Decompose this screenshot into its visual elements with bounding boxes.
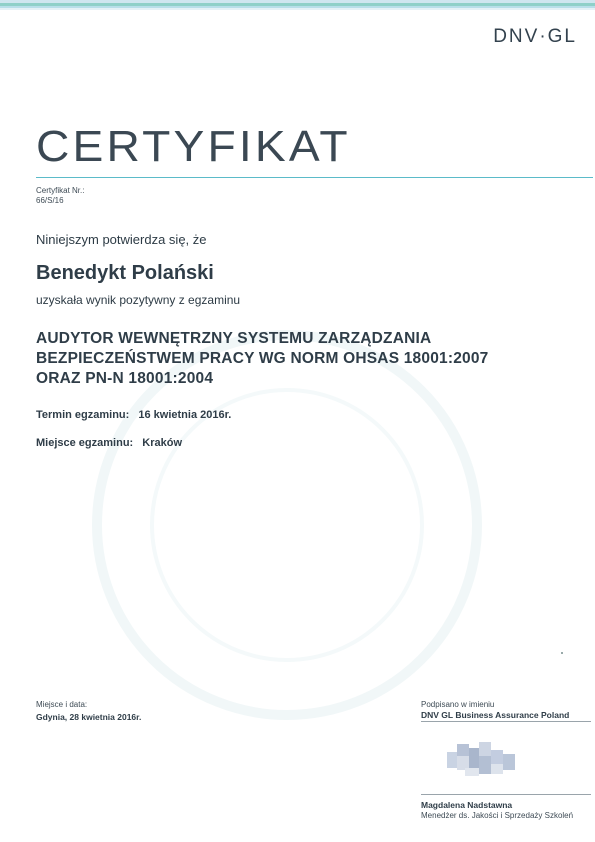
result-text: uzyskała wynik pozytywny z egzaminu <box>36 293 241 307</box>
intro-text: Niniejszym potwierdza się, że <box>36 232 207 247</box>
certificate-number-label: Certyfikat Nr.: <box>36 186 85 195</box>
certificate-title: CERTYFIKAT <box>36 122 351 171</box>
signatory-name: Magdalena Nadstawna <box>421 800 513 810</box>
course-title <box>36 329 576 389</box>
watermark-seal-inner <box>150 388 424 662</box>
recipient-name: Benedykt Polański <box>36 262 214 284</box>
top-decorative-stripe <box>0 0 595 12</box>
exam-place-row <box>36 437 182 449</box>
certificate-number: 66/S/16 <box>36 196 64 205</box>
stray-mark <box>561 652 563 654</box>
course-title-line: ORAZ PN-N 18001:2004 <box>36 370 214 387</box>
exam-place-label: Miejsce egzaminu: <box>36 437 134 449</box>
organization-underline <box>421 721 591 722</box>
exam-date-label: Termin egzaminu: <box>36 409 130 421</box>
exam-place-value: Kraków <box>142 437 183 449</box>
place-date-label: Miejsce i data: <box>36 700 88 709</box>
exam-date-row <box>36 409 231 421</box>
course-title-line: BEZPIECZEŃSTWEM PRACY WG NORM OHSAS 18001:2007 <box>36 350 489 367</box>
signing-organization: DNV GL Business Assurance Poland <box>421 710 570 720</box>
course-title-line: AUDYTOR WEWNĘTRZNY SYSTEMU ZARZĄDZANIA <box>36 330 432 347</box>
place-date-value: Gdynia, 28 kwietnia 2016r. <box>36 712 142 722</box>
blurred-signature <box>443 738 519 782</box>
signatory-role: Menedżer ds. Jakości i Sprzedaży Szkoleń <box>421 811 574 820</box>
signed-on-behalf-label: Podpisano w imieniu <box>421 700 495 709</box>
dnv-gl-logo: DNV·GL <box>493 26 577 47</box>
title-divider <box>36 177 593 178</box>
signature-line <box>421 794 591 795</box>
exam-date-value: 16 kwietnia 2016r. <box>138 409 232 421</box>
